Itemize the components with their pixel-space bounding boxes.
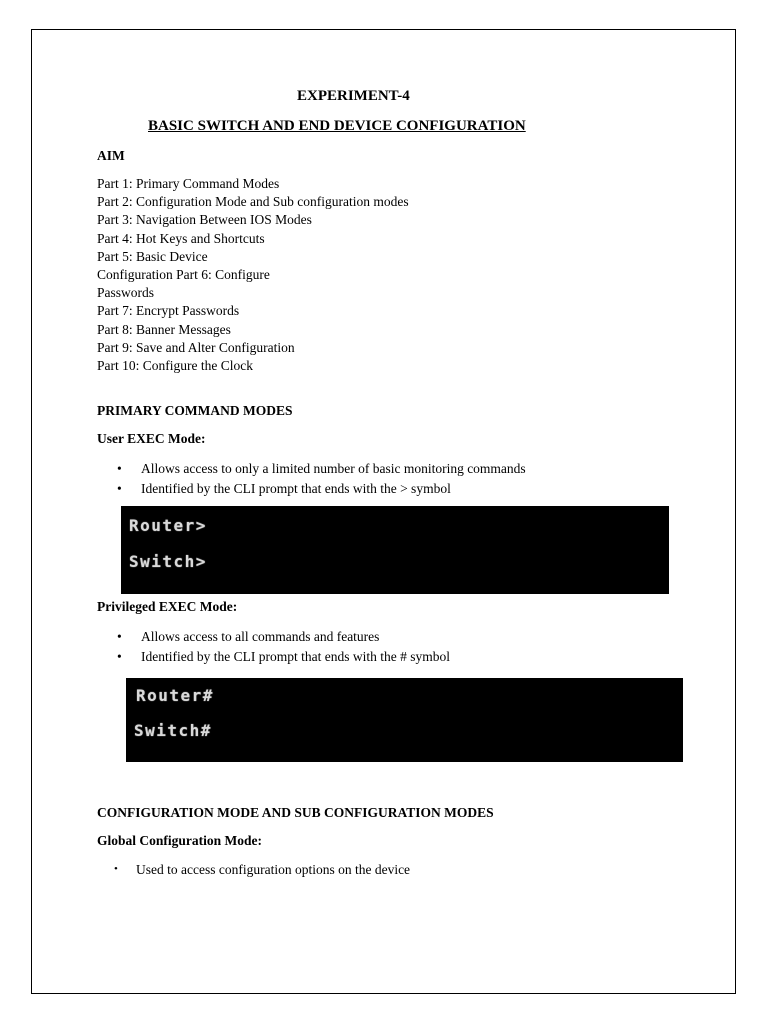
privileged-exec-heading: Privileged EXEC Mode: — [97, 599, 238, 614]
user-exec-terminal — [121, 506, 669, 594]
bullet-text: Identified by the CLI prompt that ends with the > symbol — [141, 480, 451, 496]
aim-line: Part 1: Primary Command Modes — [97, 176, 280, 191]
terminal-line: Router# — [136, 686, 214, 705]
user-exec-bullets — [97, 459, 526, 498]
bullet-text: Allows access to all commands and features — [141, 629, 380, 644]
aim-line: Passwords — [97, 285, 155, 301]
aim-line: Part 10: Configure the Clock — [97, 358, 253, 374]
config-modes-heading: CONFIGURATION MODE AND SUB CONFIGURATION MODES — [97, 805, 494, 820]
primary-modes-heading: PRIMARY COMMAND MODES — [97, 403, 293, 418]
terminal-line: Switch# — [134, 721, 212, 740]
terminal-line: Switch> — [129, 552, 207, 571]
bullet-text: Used to access configuration options on the device — [136, 862, 411, 877]
terminal-line: Router> — [129, 516, 207, 535]
bullet-item — [97, 860, 410, 880]
bullet-item — [97, 627, 450, 647]
aim-line: Part 5: Basic Device — [97, 248, 208, 264]
aim-line: Part 4: Hot Keys and Shortcuts — [97, 230, 265, 246]
aim-line: Part 9: Save and Alter Configuration — [97, 339, 295, 355]
document-subtitle: BASIC SWITCH AND END DEVICE CONFIGURATION — [148, 118, 526, 134]
bullet-text: Identified by the CLI prompt that ends with the # symbol — [141, 648, 450, 664]
bullet-icon: • — [117, 629, 122, 644]
bullet-item — [97, 459, 526, 479]
aim-line: Configuration Part 6: Configure — [97, 267, 270, 283]
aim-line: Part 7: Encrypt Passwords — [97, 303, 240, 319]
bullet-icon: • — [117, 461, 122, 476]
aim-line: Part 8: Banner Messages — [97, 321, 231, 337]
global-config-heading: Global Configuration Mode: — [97, 833, 263, 848]
bullet-item — [97, 647, 450, 667]
aim-line: Part 3: Navigation Between IOS Modes — [97, 212, 312, 228]
user-exec-heading: User EXEC Mode: — [97, 431, 206, 446]
global-config-bullets — [97, 860, 410, 880]
document-title: EXPERIMENT-4 — [297, 88, 410, 104]
bullet-text: Allows access to only a limited number of basic monitoring commands — [141, 461, 526, 476]
bullet-item — [97, 479, 526, 499]
privileged-exec-bullets — [97, 627, 450, 666]
aim-list — [97, 175, 409, 375]
aim-heading: AIM — [97, 148, 125, 163]
bullet-icon: • — [117, 480, 122, 496]
privileged-exec-terminal — [126, 678, 683, 762]
bullet-icon: • — [117, 648, 122, 664]
bullet-icon: • — [114, 863, 118, 875]
aim-line: Part 2: Configuration Mode and Sub configuration modes — [97, 194, 409, 210]
